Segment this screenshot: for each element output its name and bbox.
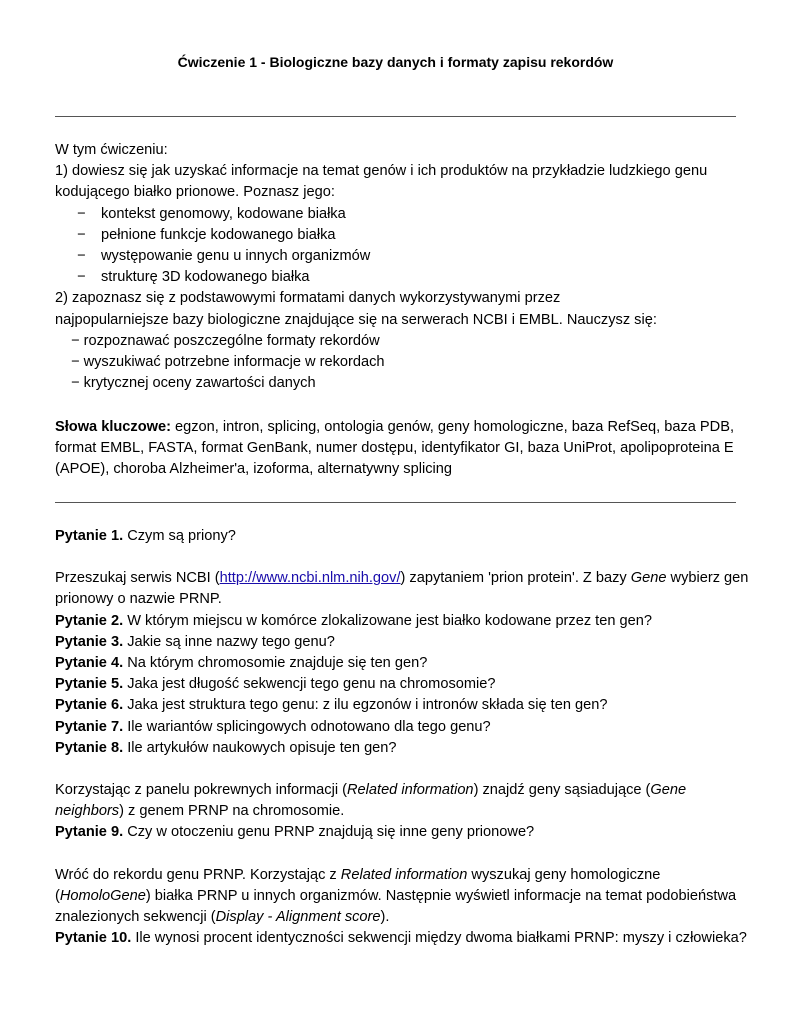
related-instruction-line-2: neighbors) z genem PRNP na chromosomie. xyxy=(55,803,345,820)
question-2: Pytanie 2. W którym miejscu w komórce zlokalizowane jest białko kodowane przez ten gen? xyxy=(55,612,652,629)
question-3: Pytanie 3. Jakie są inne nazwy tego genu? xyxy=(55,633,335,650)
question-5: Pytanie 5. Jaka jest długość sekwencji tego genu na chromosomie? xyxy=(55,676,496,693)
dash-bullet: − xyxy=(71,375,80,392)
list-item: − krytycznej oceny zawartości danych xyxy=(71,375,316,392)
homolo-instruction: Wróć do rekordu genu PRNP. Korzystając z Related information wyszukaj geny homologiczne xyxy=(55,866,661,883)
divider-middle xyxy=(55,502,736,503)
dash-bullet: − xyxy=(71,332,80,349)
intro-point-2-line-1: 2) zapoznasz się z podstawowymi formatami danych wykorzystywanymi przez xyxy=(55,290,561,307)
intro-lead: W tym ćwiczeniu: xyxy=(55,142,168,158)
search-instruction: Przeszukaj serwis NCBI (http://www.ncbi.nlm.nih.gov/) zapytaniem 'prion protein'. Z bazy Gene wybierz gen xyxy=(55,570,749,587)
page-title: Ćwiczenie 1 - Biologiczne bazy danych i formaty zapisu rekordów xyxy=(177,54,614,70)
intro-section xyxy=(55,140,745,394)
list-item: − występowanie genu u innych organizmów xyxy=(55,246,745,267)
dash-bullet: − xyxy=(71,354,80,371)
homolo-instruction-line-2: (HomoloGene) białka PRNP u innych organizmów. Następnie wyświetl informacje na temat podobieństwa xyxy=(55,887,737,904)
dash-bullet: − xyxy=(77,269,86,286)
question-9: Pytanie 9. Czy w otoczeniu genu PRNP znajdują się inne geny prionowe? xyxy=(55,824,535,841)
homolo-instruction-line-3: znalezionych sekwencji (Display - Alignment score). xyxy=(55,909,390,926)
list-item: − wyszukiwać potrzebne informacje w rekordach xyxy=(71,354,385,371)
question-10: Pytanie 10. Ile wynosi procent identyczności sekwencji między dwoma białkami PRNP: myszy i człowieka? xyxy=(55,930,747,947)
question-6: Pytanie 6. Jaka jest struktura tego genu: z ilu egzonów i intronów składa się ten gen? xyxy=(55,697,608,714)
list-item: − pełnione funkcje kodowanego białka xyxy=(55,225,745,246)
keywords-text: format EMBL, FASTA, format GenBank, numer dostępu, identyfikator GI, baza UniProt, apolipoproteina E xyxy=(55,440,734,457)
keywords-label: Słowa kluczowe: xyxy=(55,419,171,435)
list-item: − strukturę 3D kodowanego białka xyxy=(55,267,745,288)
list-item: − rozpoznawać poszczególne formaty rekordów xyxy=(71,332,380,349)
question-1: Pytanie 1. Czym są priony? xyxy=(55,528,236,544)
question-7: Pytanie 7. Ile wariantów splicingowych odnotowano dla tego genu? xyxy=(55,718,491,735)
question-8: Pytanie 8. Ile artykułów naukowych opisuje ten gen? xyxy=(55,739,397,756)
keywords-text: (APOE), choroba Alzheimer'a, izoforma, alternatywny splicing xyxy=(55,461,452,478)
questions-section xyxy=(55,526,749,949)
dash-bullet: − xyxy=(77,205,86,222)
keywords-section xyxy=(55,417,745,481)
ncbi-link[interactable]: http://www.ncbi.nlm.nih.gov/ xyxy=(219,570,401,587)
intro-point-1-line-1: 1) dowiesz się jak uzyskać informacje na temat genów i ich produktów na przykładzie ludzkiego genu xyxy=(55,163,708,180)
dash-bullet: − xyxy=(77,248,86,265)
divider-top xyxy=(55,116,736,117)
dash-bullet: − xyxy=(77,226,86,243)
related-instruction: Korzystając z panelu pokrewnych informacji (Related information) znajdź geny sąsiadujące (Gene xyxy=(55,782,687,799)
search-instruction-line-2: prionowy o nazwie PRNP. xyxy=(55,591,222,608)
keywords-text: egzon, intron, splicing, ontologia genów, geny homologiczne, baza RefSeq, baza PDB, xyxy=(170,419,734,435)
intro-point-2-line-2: najpopularniejsze bazy biologiczne znajdujące się na serwerach NCBI i EMBL. Nauczysz się: xyxy=(55,311,657,328)
question-4: Pytanie 4. Na którym chromosomie znajduje się ten gen? xyxy=(55,655,428,672)
list-item: − kontekst genomowy, kodowane białka xyxy=(55,204,745,225)
intro-point-1-line-2: kodującego białko prionowe. Poznasz jego: xyxy=(55,184,335,201)
